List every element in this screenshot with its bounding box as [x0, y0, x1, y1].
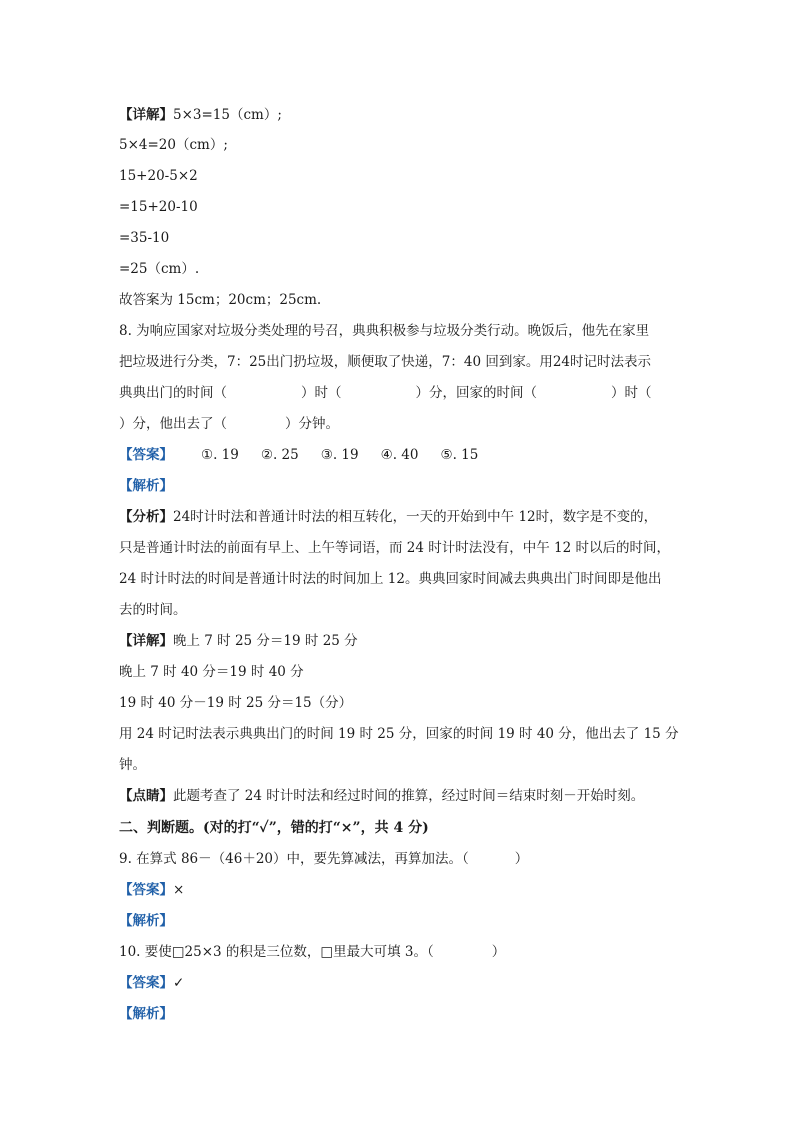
q8-xiangjie-text-1: 晚上 7 时 25 分＝19 时 25 分 — [173, 633, 358, 649]
q8-text-b: ）时（ — [301, 385, 342, 401]
q8-dianjing-line — [119, 786, 644, 806]
q9-answer-line — [119, 880, 184, 900]
q8-text-f: ）分钟。 — [285, 416, 339, 432]
q9-analysis-tag: 【解析】 — [119, 913, 173, 929]
q9-answer-tag: 【答案】 — [119, 882, 173, 898]
detail-answer-summary: 故答案为 15cm；20cm；25cm. — [119, 292, 322, 308]
q8-fenxi-tag: 【分析】 — [119, 509, 173, 525]
q10-analysis-line — [119, 1004, 173, 1024]
q9-answer-value: × — [173, 882, 185, 898]
q8-line-1: 8. 为响应国家对垃圾分类处理的号召，典典积极参与垃圾分类行动。晚饭后，他先在家里 — [119, 323, 650, 339]
detail-line-6: =25（cm）. — [119, 261, 200, 277]
q8-answer-3: ③. 19 — [320, 447, 359, 463]
q8-text-e: ）分，他出去了（ — [119, 416, 227, 432]
q10-answer-tag: 【答案】 — [119, 975, 173, 991]
q8-answer-2: ②. 25 — [260, 447, 299, 463]
q9-text: 9. 在算式 86－（46＋20）中，要先算减法，再算加法。（ — [119, 851, 469, 867]
detail-line-2: 5×4=20（cm）; — [119, 137, 228, 153]
q8-text-d: ）时（ — [611, 385, 652, 401]
q8-xiangjie-line-2: 晚上 7 时 40 分＝19 时 40 分 — [119, 664, 304, 680]
q10-text-end: ） — [491, 944, 506, 960]
q8-line-3 — [119, 383, 652, 403]
q8-fenxi-line-2: 只是普通计时法的前面有早上、上午等词语，而 24 时计时法没有，中午 12 时以后的时间， — [119, 540, 671, 556]
q8-line-2: 把垃圾进行分类，7：25出门扔垃圾，顺便取了快递，7：40 回到家。用24时记时法表示 — [119, 354, 652, 370]
q8-analysis-tag: 【解析】 — [119, 478, 173, 494]
detail-line-3: 15+20-5×2 — [119, 168, 198, 184]
detail-line-5: =35-10 — [119, 230, 170, 246]
q8-xiangjie-line-5: 钟。 — [119, 757, 146, 773]
detail-line-1 — [119, 105, 282, 125]
q9-line — [119, 849, 528, 869]
q8-dianjing-tag: 【点睛】 — [119, 788, 173, 804]
q8-answer-line — [119, 445, 500, 465]
q8-xiangjie-tag: 【详解】 — [119, 633, 173, 649]
detail-text: 5×3=15（cm）; — [173, 107, 282, 123]
q10-line — [119, 942, 505, 962]
detail-line-4: =15+20-10 — [119, 199, 198, 215]
q8-answer-4: ④. 40 — [380, 447, 419, 463]
q8-xiangjie-line-3: 19 时 40 分－19 时 25 分＝15（分） — [119, 695, 353, 711]
q8-answer-1: ①. 19 — [201, 447, 239, 463]
q10-answer-line — [119, 973, 184, 993]
q8-line-4 — [119, 414, 339, 434]
q8-answer-5: ⑤. 15 — [440, 447, 479, 463]
q8-xiangjie-line-4: 用 24 时记时法表示典典出门的时间 19 时 25 分，回家的时间 19 时 40 分，他出去了 15 分 — [119, 726, 679, 742]
q8-analysis-line — [119, 476, 173, 496]
section-2-heading: 二、判断题。(对的打“✓”，错的打“×”，共 4 分) — [119, 820, 429, 836]
q8-text-a: 典典出门的时间（ — [119, 385, 227, 401]
q10-analysis-tag: 【解析】 — [119, 1006, 173, 1022]
q8-answer-tag: 【答案】 — [119, 447, 173, 463]
q8-xiangjie-line-1 — [119, 631, 358, 651]
q10-text: 10. 要使□25×3 的积是三位数，□里最大可填 3。（ — [119, 944, 434, 960]
q8-dianjing-text: 此题考查了 24 时计时法和经过时间的推算，经过时间＝结束时刻－开始时刻。 — [173, 788, 645, 804]
q10-answer-value: ✓ — [173, 975, 185, 991]
q8-text-c: ）分，回家的时间（ — [415, 385, 537, 401]
q8-fenxi-line-4: 去的时间。 — [119, 602, 187, 618]
q8-fenxi-text-1: 24时计时法和普通计时法的相互转化，一天的开始到中午 12时，数字是不变的， — [173, 509, 658, 525]
q9-text-end: ） — [514, 851, 529, 867]
q8-fenxi-line-3: 24 时计时法的时间是普通计时法的时间加上 12。典典回家时间减去典典出门时间即是他出 — [119, 571, 662, 587]
detail-tag: 【详解】 — [119, 107, 173, 123]
q8-fenxi-line-1 — [119, 507, 657, 527]
q9-analysis-line — [119, 911, 173, 931]
